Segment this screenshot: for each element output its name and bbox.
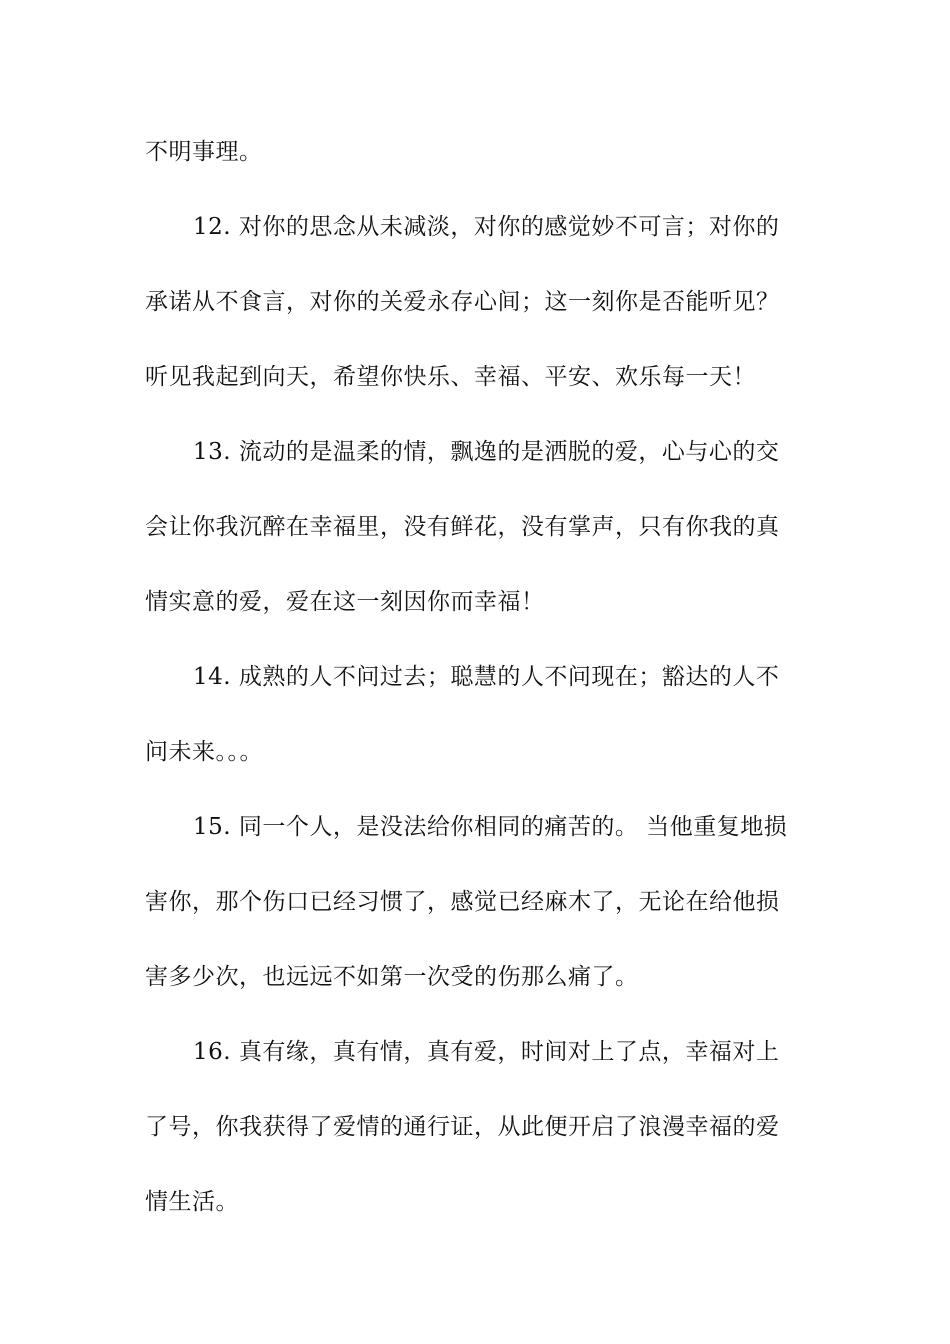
text-line: 12. 对你的思念从未减淡，对你的感觉妙不可言；对你的: [193, 214, 780, 240]
paragraph-16: [145, 1015, 810, 1240]
text-line: 16. 真有缘，真有情，真有爱，时间对上了点，幸福对上: [193, 1039, 780, 1065]
text-line: 害多少次，也远远不如第一次受的伤那么痛了。: [145, 964, 639, 990]
text-line: 13. 流动的是温柔的情，飘逸的是洒脱的爱，心与心的交: [193, 439, 780, 465]
text-line: 15. 同一个人，是没法给你相同的痛苦的。 当他重复地损: [193, 814, 788, 840]
text-line: 不明事理。: [145, 139, 263, 165]
paragraph-15: [145, 790, 810, 1015]
paragraph-14: [145, 640, 810, 790]
paragraph-12: [145, 190, 810, 415]
text-line: 害你，那个伤口已经习惯了，感觉已经麻木了，无论在给他损: [145, 889, 780, 915]
text-line: 情生活。: [145, 1189, 239, 1215]
paragraph-13: [145, 415, 810, 640]
text-line: 会让你我沉醉在幸福里，没有鲜花，没有掌声，只有你我的真: [145, 514, 780, 540]
text-line: 问未来。。。: [145, 739, 263, 765]
text-line: 承诺从不食言，对你的关爱永存心间；这一刻你是否能听见？: [145, 289, 780, 315]
document-body: [145, 115, 810, 1240]
text-line: 14. 成熟的人不问过去；聪慧的人不问现在；豁达的人不: [193, 664, 780, 690]
text-line: 情实意的爱，爱在这一刻因你而幸福！: [145, 589, 545, 615]
text-line: 了号，你我获得了爱情的通行证，从此便开启了浪漫幸福的爱: [145, 1114, 780, 1140]
paragraph-continuation: [145, 115, 810, 190]
text-line: 听见我起到向天，希望你快乐、幸福、平安、欢乐每一天！: [145, 364, 756, 390]
